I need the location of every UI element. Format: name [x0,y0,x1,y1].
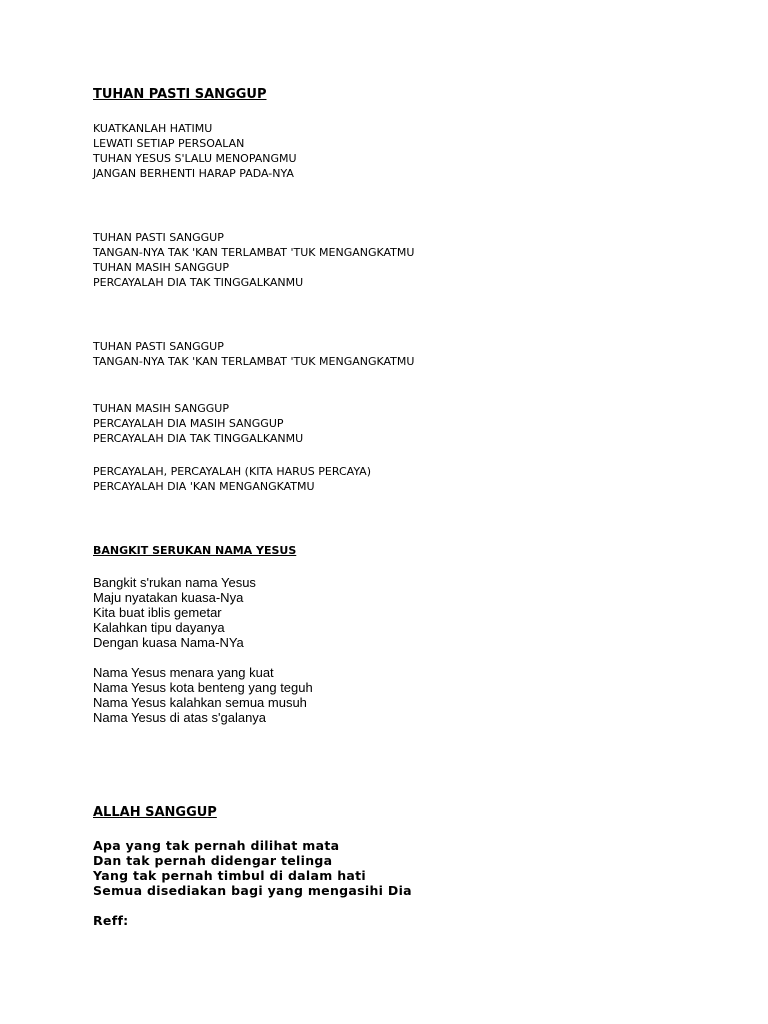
lyric-line: PERCAYALAH DIA MASIH SANGGUP [93,417,284,430]
lyric-line: Semua disediakan bagi yang mengasihi Dia [93,883,412,898]
lyric-line: Nama Yesus di atas s'galanya [93,710,267,725]
song1-verse-2 [93,230,414,290]
lyric-line: Nama Yesus menara yang kuat [93,665,274,680]
reff-label: Reff: [93,913,129,928]
lyric-line: Nama Yesus kalahkan semua musuh [93,695,307,710]
song3-verse-1 [93,838,412,898]
song1-verse-5 [93,464,371,494]
song2-verse-2 [93,665,313,725]
lyric-line: Dengan kuasa Nama-NYa [93,635,244,650]
song2-verse-1 [93,575,256,650]
song-title-bangkit-serukan-nama-yesus: BANGKIT SERUKAN NAMA YESUS [93,544,297,557]
lyric-line: Apa yang tak pernah dilihat mata [93,838,340,853]
song1-verse-4 [93,401,303,446]
lyric-line: KUATKANLAH HATIMU [93,122,213,135]
song-title-allah-sanggup: ALLAH SANGGUP [93,805,217,820]
song1-verse-1 [93,121,297,181]
lyric-line: LEWATI SETIAP PERSOALAN [93,137,245,150]
lyric-line: TUHAN YESUS S'LALU MENOPANGMU [93,152,297,165]
lyric-line: TANGAN-NYA TAK 'KAN TERLAMBAT 'TUK MENGANGKATMU [93,246,415,259]
lyric-line: TANGAN-NYA TAK 'KAN TERLAMBAT 'TUK MENGANGKATMU [93,355,415,368]
lyric-line: PERCAYALAH DIA 'KAN MENGANGKATMU [93,480,315,493]
lyric-line: TUHAN MASIH SANGGUP [93,402,229,415]
lyric-line: PERCAYALAH, PERCAYALAH (KITA HARUS PERCAYA) [93,465,372,478]
lyric-line: JANGAN BERHENTI HARAP PADA-NYA [93,167,294,180]
lyric-line: Nama Yesus kota benteng yang teguh [93,680,313,695]
lyric-line: PERCAYALAH DIA TAK TINGGALKANMU [93,276,304,289]
lyric-line: Maju nyatakan kuasa-Nya [93,590,244,605]
song1-verse-3 [93,339,414,369]
lyric-line: TUHAN PASTI SANGGUP [93,231,224,244]
lyric-line: TUHAN MASIH SANGGUP [93,261,229,274]
lyric-line: Kita buat iblis gemetar [93,605,222,620]
lyric-line: Yang tak pernah timbul di dalam hati [93,868,367,883]
lyric-line: Dan tak pernah didengar telinga [93,853,333,868]
song3-reff-label [93,913,128,928]
lyric-line: TUHAN PASTI SANGGUP [93,340,224,353]
lyric-line: PERCAYALAH DIA TAK TINGGALKANMU [93,432,304,445]
song-title-tuhan-pasti-sanggup: TUHAN PASTI SANGGUP [93,87,267,102]
lyric-line: Kalahkan tipu dayanya [93,620,225,635]
lyric-line: Bangkit s'rukan nama Yesus [93,575,256,590]
